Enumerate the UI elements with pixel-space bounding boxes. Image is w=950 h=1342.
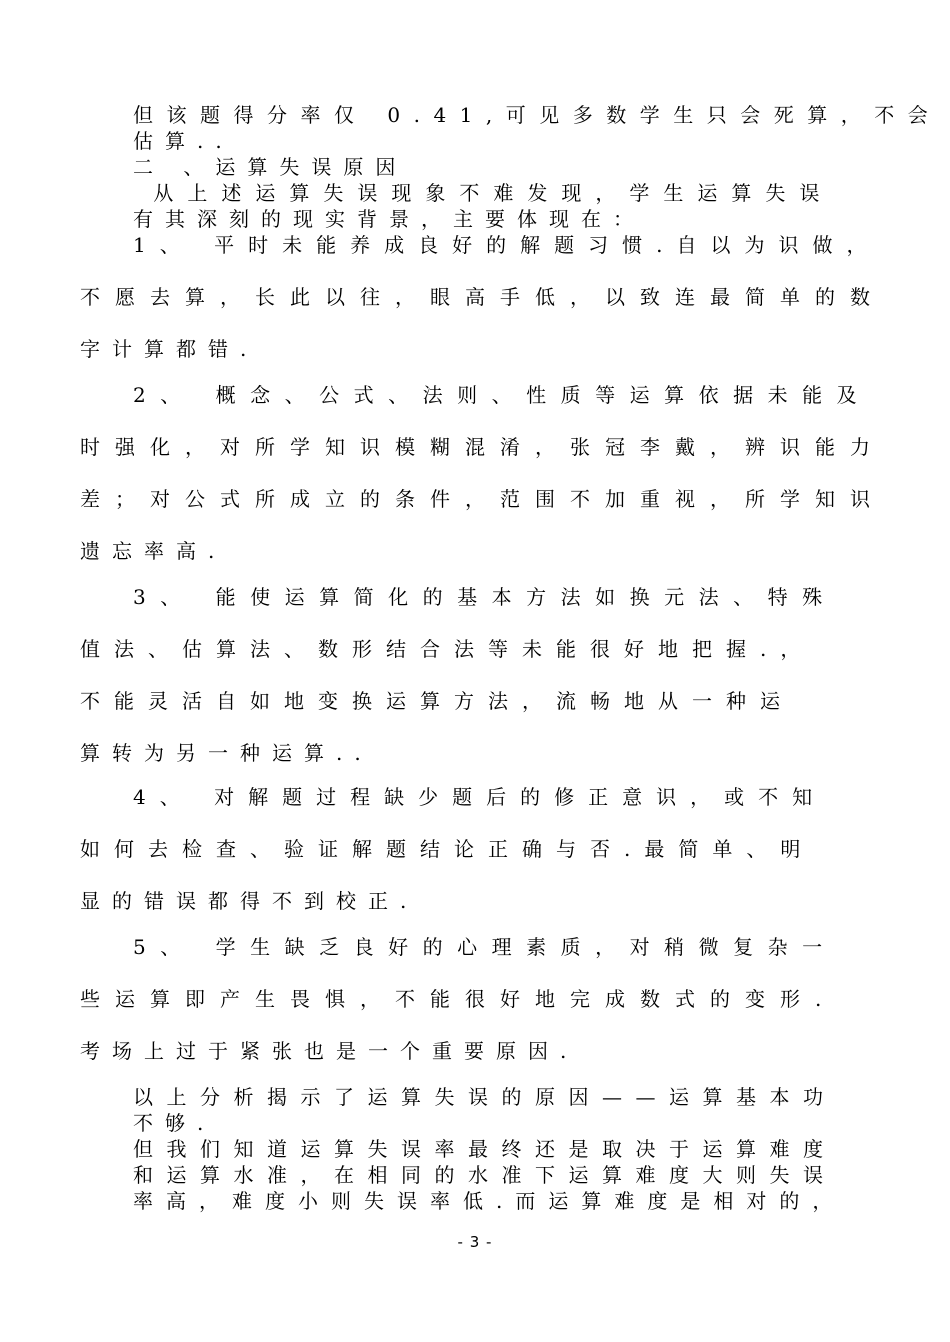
text-line: 估算.. [133, 129, 234, 153]
text-line: 如何去检查、验证解题结论正确与否.最简单、明 [80, 837, 815, 861]
text-line: 从上述运算失误现象不难发现，学生运算失误 [133, 181, 834, 205]
text-line: 些运算即产生畏惧，不能很好地完成数式的变形. [80, 987, 837, 1011]
text-line: 差；对公式所成立的条件，范围不加重视，所学知识 [80, 487, 885, 511]
text-line: 遗忘率高. [80, 539, 227, 563]
text-line: 有其深刻的现实背景，主要体现在： [133, 207, 645, 231]
text-line: 以上分析揭示了运算失误的原因——运算基本功 [133, 1085, 837, 1109]
text-line: 值法、估算法、数形结合法等未能很好地把握.， [80, 637, 815, 661]
text-line: 但我们知道运算失误率最终还是取决于运算难度 [133, 1137, 837, 1161]
text-line: 但该题得分率仅 0.41,可见多数学生只会死算，不会 [133, 103, 942, 127]
text-line: 算转为另一种运算.. [80, 741, 373, 765]
list-item-2: 2、 概念、公式、法则、性质等运算依据未能及 [133, 383, 872, 407]
section-heading: 二 、运算失误原因 [133, 155, 408, 179]
text-line: 不愿去算，长此以往，眼高手低，以致连最简单的数 [80, 285, 885, 309]
list-item-5: 5、 学生缺乏良好的心理素质，对稍微复杂一 [133, 935, 837, 959]
text-line: 不够. [133, 1111, 216, 1135]
list-item-4: 4、 对解题过程缺少题后的修正意识，或不知 [133, 785, 827, 809]
page-number: - 3 - [457, 1233, 493, 1251]
list-item-3: 3、 能使运算简化的基本方法如换元法、特殊 [133, 585, 837, 609]
text-line: 考场上过于紧张也是一个重要原因. [80, 1039, 579, 1063]
text-line: 时强化，对所学知识模糊混淆，张冠李戴，辨识能力 [80, 435, 885, 459]
text-line: 字计算都错. [80, 337, 259, 361]
text-line: 率高，难度小则失误率低.而运算难度是相对的， [133, 1189, 846, 1213]
list-item-1: 1、 平时未能养成良好的解题习惯.自以为识做， [133, 233, 881, 257]
text-line: 显的错误都得不到校正. [80, 889, 419, 913]
text-line: 和运算水准，在相同的水准下运算难度大则失误 [133, 1163, 837, 1187]
text-line: 不能灵活自如地变换运算方法，流畅地从一种运 [80, 689, 794, 713]
